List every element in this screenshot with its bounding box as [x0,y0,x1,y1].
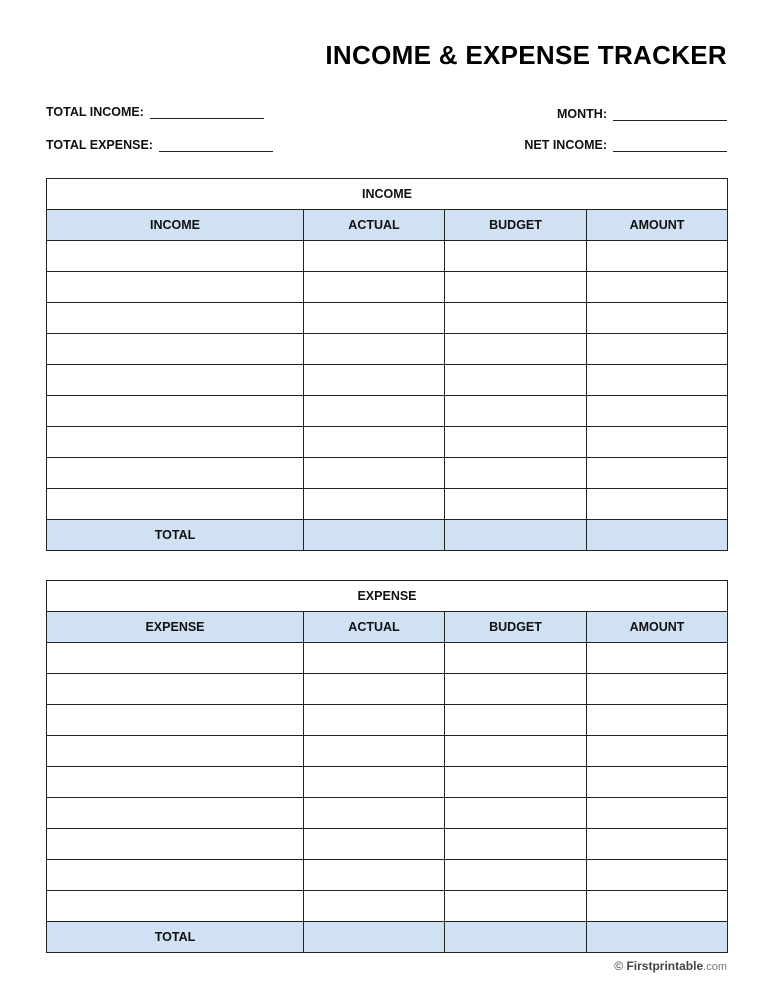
income-table-cell[interactable] [587,365,728,396]
total-expense-blank[interactable] [159,137,273,152]
month-label: MONTH: [557,107,607,121]
income-table-row [47,489,728,520]
expense-table-cell[interactable] [304,736,445,767]
expense-table-cell[interactable] [47,798,304,829]
expense-col-header: BUDGET [445,612,587,643]
income-total-cell[interactable] [304,520,445,551]
income-table-cell[interactable] [304,427,445,458]
month-field [557,106,727,121]
expense-header-row [47,612,728,643]
expense-table-cell[interactable] [445,643,587,674]
expense-table-row [47,705,728,736]
income-table-row [47,427,728,458]
total-expense-label: TOTAL EXPENSE: [46,138,153,152]
expense-table-row [47,736,728,767]
expense-total-cell[interactable] [445,922,587,953]
income-table-cell[interactable] [587,303,728,334]
expense-table-cell[interactable] [304,643,445,674]
income-header-row [47,210,728,241]
income-table-cell[interactable] [304,241,445,272]
expense-table-cell[interactable] [47,767,304,798]
expense-table-row [47,643,728,674]
expense-col-header: EXPENSE [47,612,304,643]
income-table-row [47,241,728,272]
copyright-icon: © [614,959,624,973]
income-table-cell[interactable] [47,458,304,489]
expense-table-cell[interactable] [587,674,728,705]
expense-table-cell[interactable] [47,705,304,736]
expense-table-cell[interactable] [445,705,587,736]
expense-table-cell[interactable] [587,767,728,798]
income-table-cell[interactable] [304,334,445,365]
income-table-cell[interactable] [445,427,587,458]
income-col-header: BUDGET [445,210,587,241]
income-total-label: TOTAL [47,520,304,551]
income-table-cell[interactable] [47,334,304,365]
expense-table-cell[interactable] [587,860,728,891]
income-table-cell[interactable] [445,334,587,365]
expense-table-cell[interactable] [47,736,304,767]
income-table-cell[interactable] [587,458,728,489]
expense-total-row [47,922,728,953]
expense-table-cell[interactable] [445,829,587,860]
expense-total-cell[interactable] [587,922,728,953]
expense-table-row [47,829,728,860]
income-col-header: AMOUNT [587,210,728,241]
page-title: INCOME & EXPENSE TRACKER [325,40,727,70]
brand-domain: .com [703,961,727,973]
expense-total-label: TOTAL [47,922,304,953]
expense-table-row [47,767,728,798]
income-table-cell[interactable] [445,396,587,427]
income-table-cell[interactable] [304,365,445,396]
expense-table-cell[interactable] [304,798,445,829]
income-table-row [47,396,728,427]
income-table-row [47,365,728,396]
income-total-cell[interactable] [587,520,728,551]
expense-table-cell[interactable] [587,829,728,860]
expense-table-cell[interactable] [587,891,728,922]
expense-table-cell[interactable] [47,643,304,674]
income-table-cell[interactable] [47,241,304,272]
total-income-field [46,104,264,119]
income-table-cell[interactable] [587,334,728,365]
expense-table-cell[interactable] [445,736,587,767]
expense-table-cell[interactable] [304,860,445,891]
income-table-cell[interactable] [47,489,304,520]
income-table-row [47,458,728,489]
income-table-row [47,334,728,365]
income-table-cell[interactable] [304,272,445,303]
expense-table-cell[interactable] [445,767,587,798]
income-table-cell[interactable] [47,272,304,303]
income-total-cell[interactable] [445,520,587,551]
expense-table-row [47,674,728,705]
income-table-cell[interactable] [304,303,445,334]
expense-section-title: EXPENSE [47,581,728,612]
income-col-header: ACTUAL [304,210,445,241]
expense-table-cell[interactable] [304,767,445,798]
expense-table-row [47,860,728,891]
income-col-header: INCOME [47,210,304,241]
expense-table-cell[interactable] [445,674,587,705]
net-income-label: NET INCOME: [524,138,607,152]
expense-table-cell[interactable] [587,643,728,674]
income-table-cell[interactable] [587,489,728,520]
brand-name: Firstprintable [626,959,704,973]
total-expense-field [46,137,273,152]
expense-table-cell[interactable] [587,705,728,736]
month-blank[interactable] [613,106,727,121]
income-table-cell[interactable] [445,272,587,303]
total-income-label: TOTAL INCOME: [46,105,144,119]
income-table-cell[interactable] [304,489,445,520]
income-table-cell[interactable] [47,427,304,458]
income-table-cell[interactable] [445,365,587,396]
expense-table-cell[interactable] [304,705,445,736]
expense-table-cell[interactable] [587,736,728,767]
expense-table-cell[interactable] [587,798,728,829]
income-table-cell[interactable] [587,241,728,272]
income-table-cell[interactable] [587,396,728,427]
expense-table-cell[interactable] [445,860,587,891]
income-total-row [47,520,728,551]
footer-credit [614,959,727,973]
income-table-cell[interactable] [445,303,587,334]
expense-table-cell[interactable] [47,860,304,891]
expense-table [46,580,728,953]
expense-table-cell[interactable] [445,891,587,922]
total-income-blank[interactable] [150,104,264,119]
income-table-cell[interactable] [47,365,304,396]
income-table-cell[interactable] [445,241,587,272]
expense-col-header: AMOUNT [587,612,728,643]
expense-col-header: ACTUAL [304,612,445,643]
expense-table-cell[interactable] [304,829,445,860]
expense-table-cell[interactable] [304,891,445,922]
income-table-cell[interactable] [47,303,304,334]
income-table-cell[interactable] [587,272,728,303]
income-section-title: INCOME [47,179,728,210]
income-table-cell[interactable] [445,489,587,520]
expense-table-cell[interactable] [445,798,587,829]
expense-table-cell[interactable] [47,829,304,860]
income-table-row [47,272,728,303]
expense-table-row [47,798,728,829]
expense-table-cell[interactable] [304,674,445,705]
net-income-field [524,137,727,152]
income-table-cell[interactable] [304,396,445,427]
net-income-blank[interactable] [613,137,727,152]
expense-table-row [47,891,728,922]
expense-table-cell[interactable] [47,674,304,705]
expense-table-cell[interactable] [47,891,304,922]
income-table [46,178,728,551]
expense-total-cell[interactable] [304,922,445,953]
income-table-cell[interactable] [587,427,728,458]
income-table-cell[interactable] [304,458,445,489]
income-table-cell[interactable] [47,396,304,427]
income-table-cell[interactable] [445,458,587,489]
income-table-row [47,303,728,334]
